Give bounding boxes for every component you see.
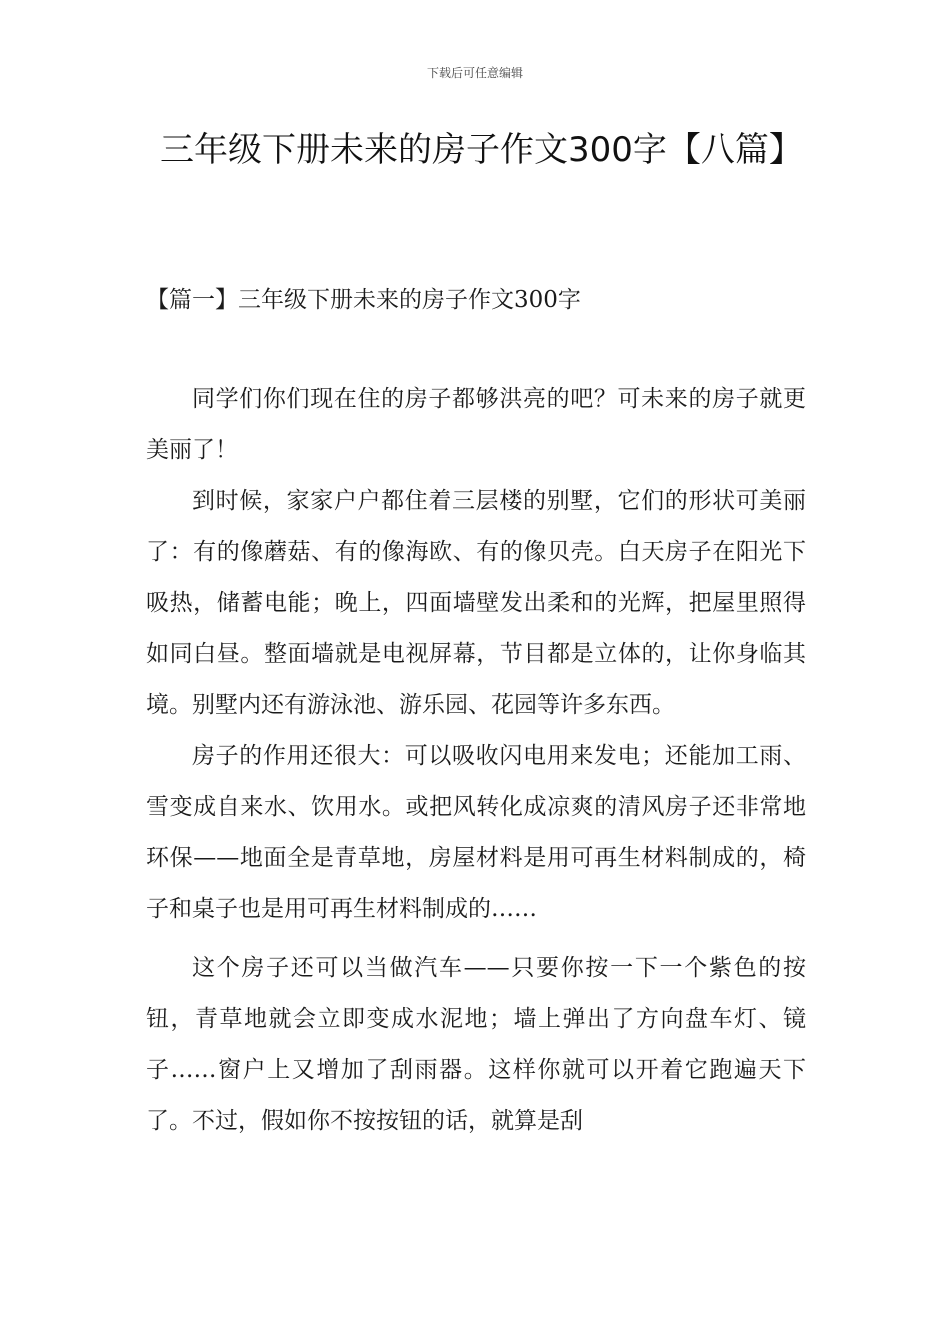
page-title: 三年级下册未来的房子作文300字【八篇】 [160, 130, 803, 170]
paragraph: 房子的作用还很大：可以吸收闪电用来发电；还能加工雨、雪变成自来水、饮用水。或把风转化成凉爽的清风房子还非常地环保——地面全是青草地，房屋材料是用可再生材料制成的，椅子和桌子也是用可再生材料制成的…… [146, 743, 806, 922]
essay-body [146, 374, 806, 1147]
paragraph: 同学们你们现在住的房子都够洪亮的吧？可未来的房子就更美丽了！ [146, 386, 806, 463]
header-note: 下载后可任意编辑 [426, 66, 523, 80]
section-heading: 【篇一】三年级下册未来的房子作文300字 [146, 287, 581, 313]
paragraph: 到时候，家家户户都住着三层楼的别墅，它们的形状可美丽了：有的像蘑菇、有的像海欧、有的像贝壳。白天房子在阳光下吸热，储蓄电能；晚上，四面墙壁发出柔和的光辉，把屋里照得如同白昼。整面墙就是电视屏幕，节目都是立体的，让你身临其境。别墅内还有游泳池、游乐园、花园等许多东西。 [146, 488, 806, 718]
paragraph: 这个房子还可以当做汽车——只要你按一下一个紫色的按钮，青草地就会立即变成水泥地；墙上弹出了方向盘车灯、镜子……窗户上又增加了刮雨器。这样你就可以开着它跑遍天下了。不过，假如你不按按钮的话，就算是刮 [146, 955, 806, 1134]
